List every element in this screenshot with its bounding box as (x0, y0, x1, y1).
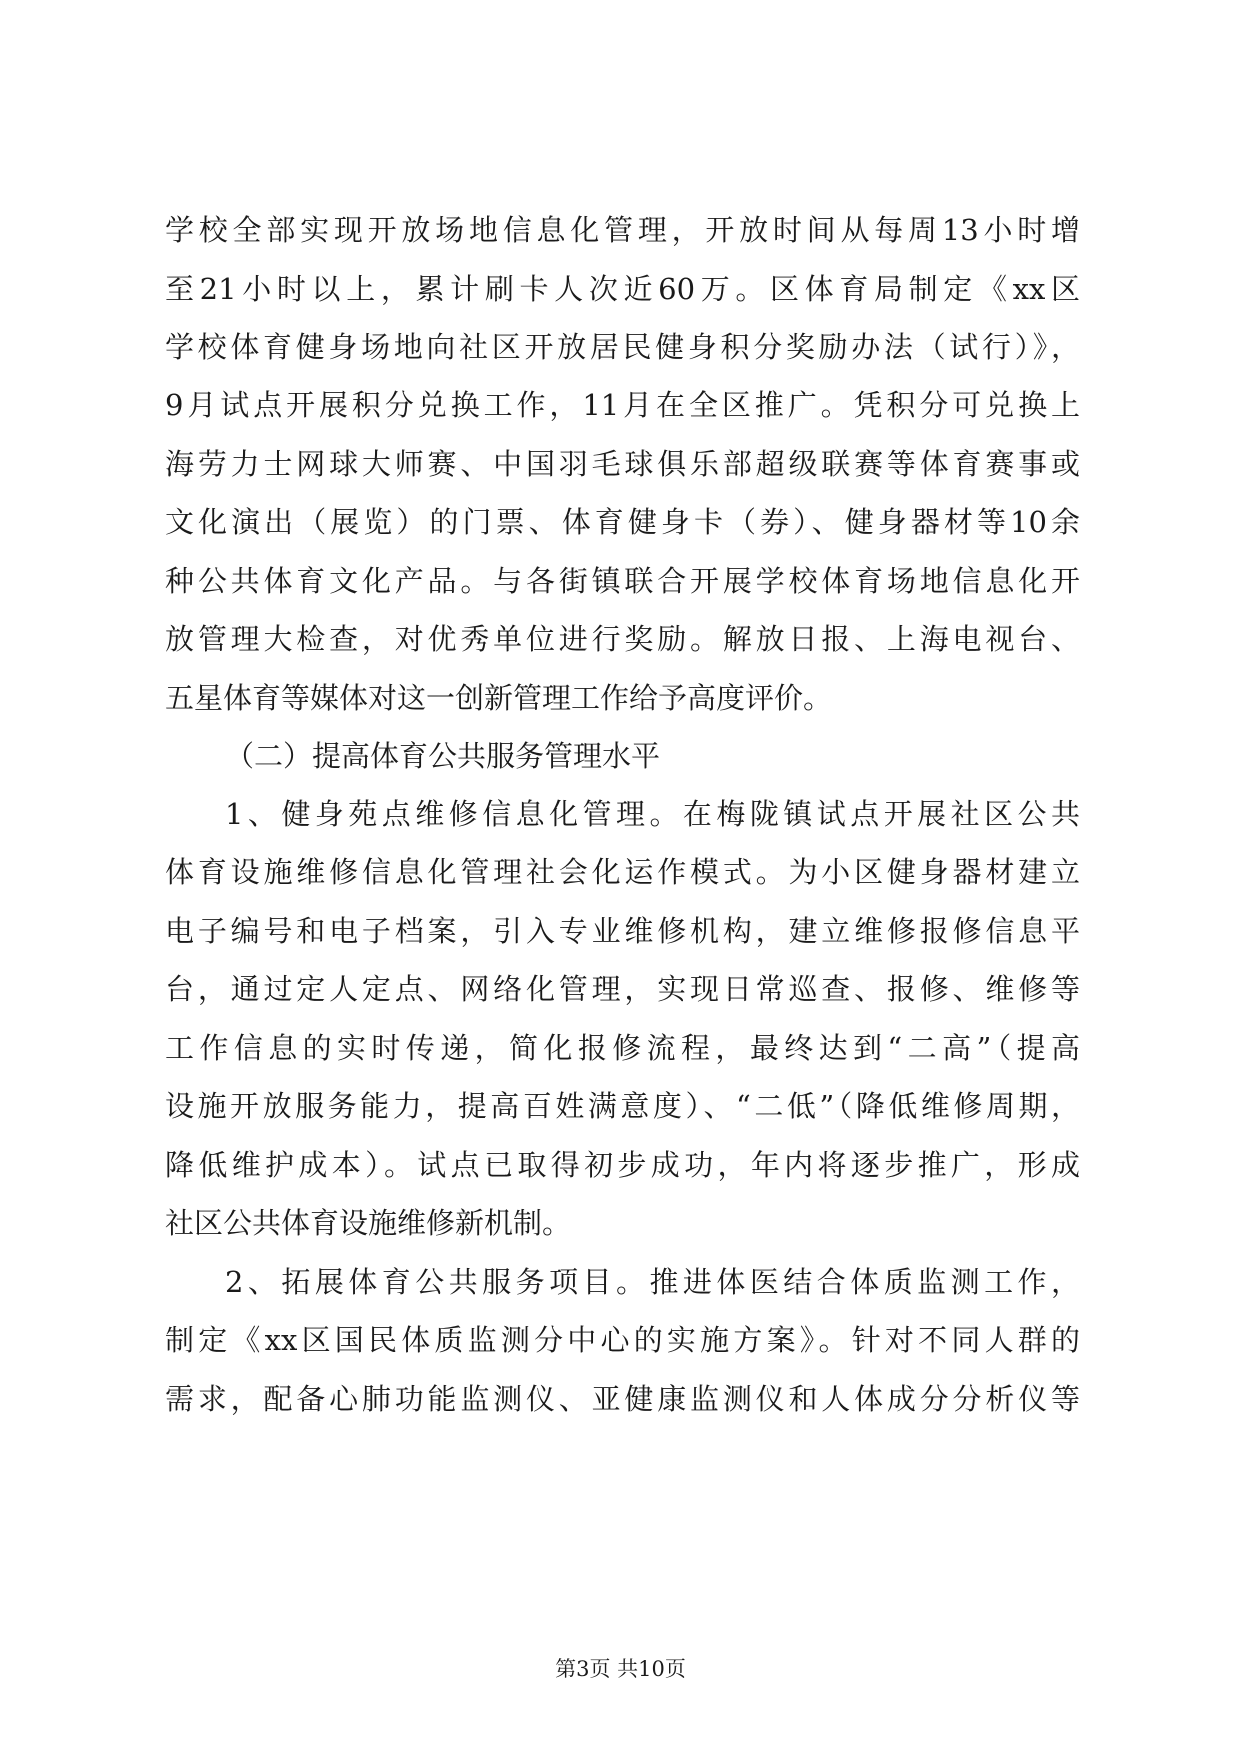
section-heading: （二）提高体育公共服务管理水平 (225, 739, 661, 773)
body-text-line: 种公共体育文化产品。与各街镇联合开展学校体育场地信息化开 (165, 564, 1080, 598)
body-text-line: 台，通过定人定点、网络化管理，实现日常巡查、报修、维修等 (165, 972, 1080, 1006)
body-text-line: 五星体育等媒体对这一创新管理工作给予高度评价。 (165, 681, 833, 715)
body-text-line: 体育设施维修信息化管理社会化运作模式。为小区健身器材建立 (165, 855, 1080, 889)
paragraph-first-line: 1、健身苑点维修信息化管理。在梅陇镇试点开展社区公共 (225, 797, 1080, 831)
body-text-line: 社区公共体育设施维修新机制。 (165, 1206, 572, 1240)
body-text-line: 海劳力士网球大师赛、中国羽毛球俱乐部超级联赛等体育赛事或 (165, 447, 1080, 481)
body-text-line: 制定《xx区国民体质监测分中心的实施方案》。针对不同人群的 (165, 1323, 1080, 1357)
body-text-line: 9月试点开展积分兑换工作，11月在全区推广。凭积分可兑换上 (165, 388, 1080, 422)
body-text-line: 需求，配备心肺功能监测仪、亚健康监测仪和人体成分分析仪等 (165, 1382, 1080, 1416)
paragraph-first-line: 2、拓展体育公共服务项目。推进体医结合体质监测工作， (225, 1265, 1080, 1299)
body-text-line: 降低维护成本）。试点已取得初步成功，年内将逐步推广，形成 (165, 1148, 1080, 1182)
body-text-line: 设施开放服务能力，提高百姓满意度）、“二低”（降低维修周期， (165, 1089, 1080, 1123)
body-text-line: 工作信息的实时传递，简化报修流程，最终达到“二高”（提高 (165, 1031, 1080, 1065)
body-text-line: 放管理大检查，对优秀单位进行奖励。解放日报、上海电视台、 (165, 622, 1080, 656)
body-text-line: 学校体育健身场地向社区开放居民健身积分奖励办法（试行）》， (165, 330, 1080, 364)
body-text-line: 电子编号和电子档案，引入专业维修机构，建立维修报修信息平 (165, 914, 1080, 948)
body-text-line: 至21小时以上，累计刷卡人次近60万。区体育局制定《xx区 (165, 272, 1080, 306)
body-text-line: 文化演出（展览）的门票、体育健身卡（券）、健身器材等10余 (165, 505, 1080, 539)
body-text-line: 学校全部实现开放场地信息化管理，开放时间从每周13小时增 (165, 213, 1080, 247)
page-number-footer: 第3页 共10页 (555, 1657, 686, 1681)
